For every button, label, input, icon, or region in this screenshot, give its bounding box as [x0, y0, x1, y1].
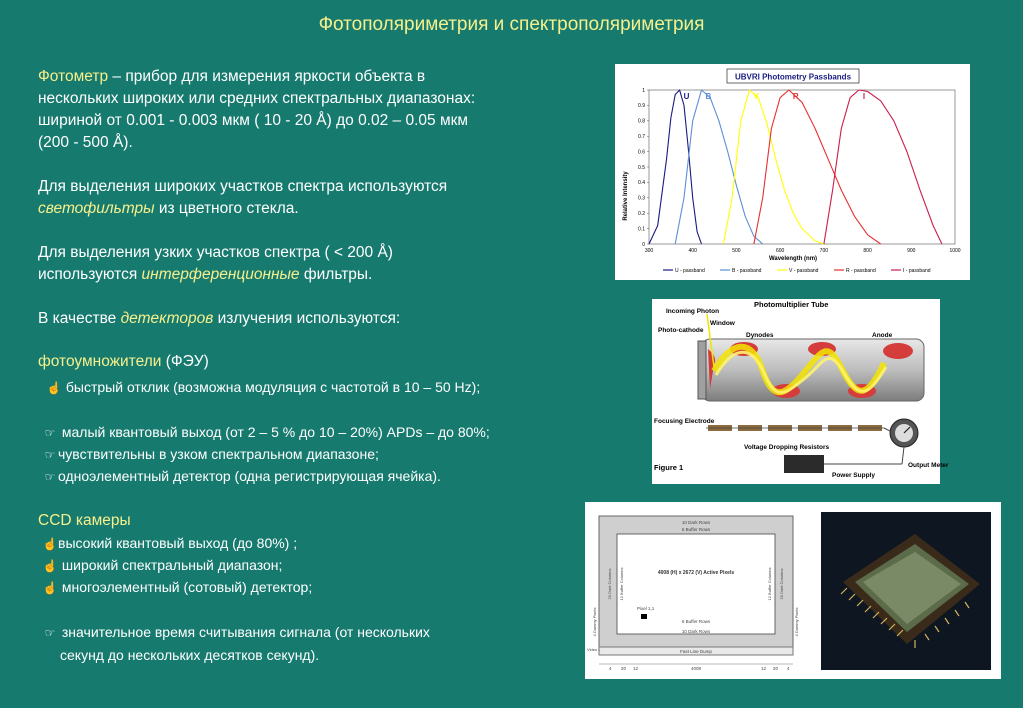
chart-series-tag: U: [683, 92, 690, 102]
pmt-term: фотоумножители: [38, 353, 162, 370]
chart-x-label: Wavelength (nm): [768, 256, 818, 262]
ccd-video-label: Video L: [587, 647, 601, 652]
pmt-con-item: [42, 465, 441, 488]
chart-series-tag: V: [753, 92, 759, 102]
ccd-buffer-right: 12 Buffer Columns: [767, 567, 772, 601]
broad-band-paragraph: [38, 176, 447, 220]
pmt-pro-item: [46, 376, 480, 399]
detectors-rest: излучения используются:: [213, 310, 401, 327]
ccd-pro-item: [42, 532, 297, 555]
chart-y-tick-label: 0.4: [638, 180, 645, 187]
chart-series-tag: I: [862, 92, 866, 102]
ccd-pro-text: широкий спектральный диапазон;: [61, 557, 283, 573]
chart-series-tag: R: [792, 92, 799, 102]
anode-label: Anode: [872, 332, 893, 339]
broad-line1: Для выделения широких участков спектра используются: [38, 178, 448, 195]
detectors-paragraph: [38, 308, 400, 330]
pmt-diagram-panel: [652, 299, 949, 484]
chart-y-tick-label: 0.2: [638, 211, 645, 217]
photometer-line4: (200 - 500 Å).: [38, 134, 133, 151]
pmt-header-label: Photomultiplier Tube: [754, 300, 829, 309]
chart-y-tick-label: 0.1: [638, 226, 645, 233]
broad-rest: из цветного стекла.: [154, 200, 299, 217]
ccd-dim: 20: [621, 666, 627, 671]
chart-legend-entry: I - passband: [903, 268, 931, 274]
ccd-con-text-2: секунд до нескольких десятков секунд).: [60, 647, 320, 663]
chart-x-tick-label: 300: [644, 248, 654, 254]
ccd-dim: 12: [633, 666, 639, 671]
ccd-pro-text: многоэлементный (сотовый) детектор;: [61, 579, 313, 595]
chart-y-label: Relative Intensity: [623, 171, 629, 221]
ccd-dim: 12: [761, 666, 767, 671]
pmt-abbr: (ФЭУ): [161, 353, 209, 370]
detectors-term: детекторов: [120, 310, 214, 327]
narrow-band-paragraph: [38, 242, 393, 286]
chart-y-tick-label: 0.6: [638, 149, 645, 156]
chart-legend-entry: B - passband: [732, 268, 762, 274]
pointing-right-hand-icon: ☞: [44, 626, 56, 640]
chart-x-tick-label: 400: [688, 248, 697, 254]
ccd-con-item: [42, 621, 430, 666]
ccd-right-dark-cols: 20 Dark Columns: [779, 568, 784, 600]
chart-x-tick-label: 1000: [949, 248, 961, 254]
pmt-con-text: малый квантовый выход (от 2 – 5 % до 10 – 20%) APDs – до 80%;: [61, 424, 490, 440]
pointing-right-hand-icon: ☞: [44, 426, 56, 440]
chart-x-tick-label: 500: [732, 248, 741, 254]
pointing-right-hand-icon: ☞: [44, 448, 56, 462]
photocathode-label: Photo-cathode: [658, 327, 704, 334]
chart-y-tick-label: 0.3: [638, 195, 645, 202]
pmt-diagram: [652, 299, 949, 484]
chart-y-tick-label: 0.5: [638, 164, 645, 171]
ccd-fast-line-dump: Fast Line Dump: [680, 649, 712, 654]
ubvri-chart: [615, 64, 970, 280]
chart-y-tick-label: 1: [642, 87, 645, 94]
chart-y-tick-label: 0.9: [638, 103, 645, 110]
ccd-active-label: 4008 (H) x 2672 (V) Active Pixels: [657, 570, 735, 576]
pointing-up-hand-icon: ☝: [42, 537, 58, 551]
ccd-buffer-rows-bottom: 6 Buffer Rows: [681, 619, 711, 624]
window-label: Window: [710, 320, 735, 327]
detectors-pre: В качестве: [38, 310, 121, 327]
pointing-right-hand-icon: ☞: [44, 470, 56, 484]
photometer-line3: шириной от 0.001 - 0.003 мкм ( 10 - 20 Å) до 0.02 – 0.05 мкм: [38, 112, 469, 129]
pmt-pro-text: быстрый отклик (возможна модуляция с частотой в 10 – 50 Hz);: [65, 379, 481, 395]
figure-label: Figure 1: [654, 463, 684, 472]
chart-legend-entry: R - passband: [846, 268, 876, 274]
pointing-up-hand-icon: ☝: [42, 559, 58, 573]
photometer-line1: – прибор для измерения яркости объекта в: [108, 68, 426, 85]
pointing-up-hand-icon: ☝: [42, 581, 58, 595]
chart-legend-entry: U - passband: [675, 268, 705, 274]
chart-x-tick-label: 900: [907, 248, 916, 254]
ccd-buffer-left: 12 Buffer Columns: [619, 567, 624, 601]
incoming-photon-label: Incoming Photon: [666, 308, 720, 315]
ccd-dark-rows-top: 10 Dark Rows: [681, 520, 711, 525]
pmt-con-item: [42, 421, 490, 444]
pointing-up-hand-icon: ☝: [46, 381, 62, 395]
ccd-dummy-left: 4 Dummy Pixels: [592, 607, 597, 637]
photometer-term: Фотометр: [38, 68, 109, 85]
ccd-pro-item: [42, 576, 312, 599]
ccd-dark-rows-bottom: 10 Dark Rows: [681, 629, 711, 634]
chart-y-tick-label: 0.8: [638, 118, 645, 125]
ccd-diagram-panel: [585, 502, 1001, 679]
chart-x-tick-label: 700: [819, 248, 829, 254]
chart-title: UBVRI Photometry Passbands: [734, 72, 852, 82]
pmt-con-item: [42, 443, 379, 466]
ccd-buffer-rows-top: 6 Buffer Rows: [681, 527, 711, 532]
pmt-heading: [38, 351, 209, 373]
ccd-term: CCD камеры: [38, 512, 131, 529]
chart-y-tick-label: 0.7: [638, 134, 645, 140]
narrow-line1: Для выделения узких участков спектра ( < 200 Å): [38, 244, 393, 261]
chart-x-tick-label: 800: [863, 248, 872, 254]
ccd-dim: 4008: [691, 666, 702, 671]
narrow-pre: используются: [38, 266, 142, 283]
ccd-pro-item: [42, 554, 282, 577]
chart-series-tag: B: [705, 92, 712, 102]
ccd-con-text: значительное время считывания сигнала (от нескольких: [61, 624, 430, 640]
chart-y-tick-label: 0: [642, 241, 645, 248]
narrow-rest: фильтры.: [299, 266, 373, 283]
ccd-diagram: [585, 502, 1001, 679]
dynodes-label: Dynodes: [746, 332, 774, 339]
resistors-label: Voltage Dropping Resistors: [744, 444, 830, 451]
ccd-dim: 4: [609, 666, 612, 671]
ccd-left-dark-cols: 20 Dark Columns: [607, 568, 612, 600]
focusing-electrode-label: Focusing Electrode: [654, 418, 715, 425]
page-title: Фотополяриметрия и спектрополяриметрия: [318, 14, 705, 35]
photometer-definition: [38, 66, 475, 154]
filters-term: светофильтры: [38, 200, 155, 217]
ccd-dim: 20: [773, 666, 779, 671]
ubvri-chart-panel: [615, 64, 970, 280]
chart-x-tick-label: 600: [775, 248, 785, 254]
ccd-pro-text: высокий квантовый выход (до 80%) ;: [58, 535, 298, 551]
output-meter-label: Output Meter: [908, 462, 949, 469]
ccd-dummy-right: 4 Dummy Pixels: [794, 607, 799, 637]
ccd-pixel-label: Pixel 1,1: [637, 606, 655, 611]
pmt-con-text: одноэлементный детектор (одна регистрирующая ячейка).: [58, 468, 441, 484]
interference-term: интерференционные: [141, 266, 300, 283]
pmt-con-text: чувствительны в узком спектральном диапазоне;: [58, 446, 379, 462]
chart-legend-entry: V - passband: [789, 268, 819, 274]
ccd-heading: [38, 510, 131, 532]
power-supply-label: Power Supply: [832, 472, 875, 479]
photometer-line2: нескольких широких или средних спектральных диапазонах:: [38, 90, 476, 107]
ccd-dim: 4: [787, 666, 790, 671]
